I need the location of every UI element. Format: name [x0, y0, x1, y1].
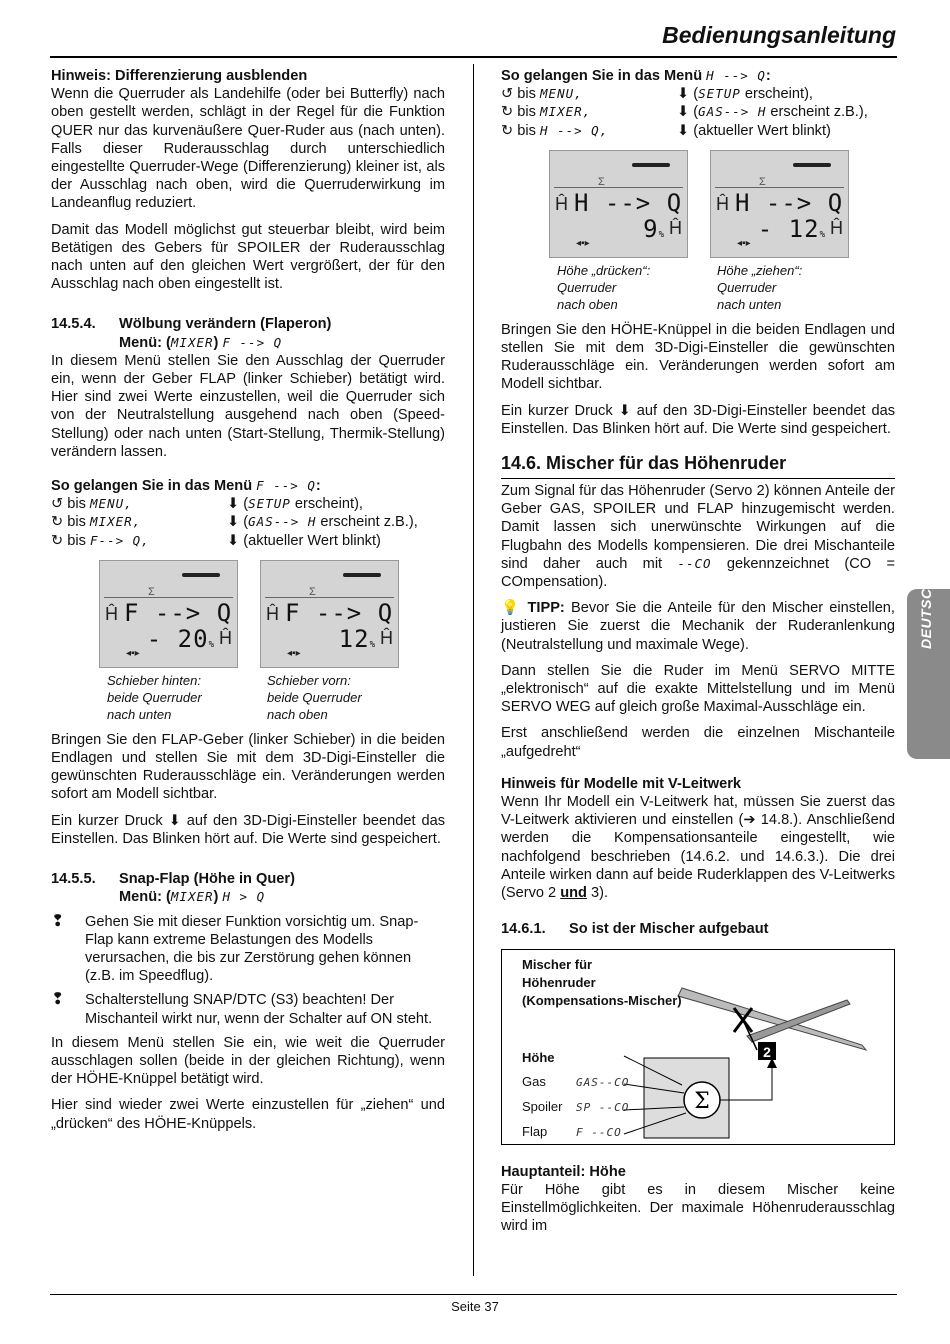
trim-left-icon: Ĥ: [716, 193, 729, 214]
mixer-intro-lcd: --CO: [677, 555, 712, 571]
lcd-caption: Schieber vorn: beide Querruder nach oben: [267, 672, 362, 722]
diagram-input: Flap F --CO: [522, 1123, 622, 1139]
column-divider: [473, 64, 474, 1276]
left-column: [51, 67, 445, 1141]
diagram-title-1: Mischer für: [522, 956, 593, 972]
nav-title-lcd: H --> Q: [706, 68, 766, 83]
lcd-value: - 12%: [757, 214, 826, 243]
nav-step-press: ⬇ (aktueller Wert blinkt): [677, 122, 831, 139]
section-number: 14.5.4.: [51, 316, 96, 333]
hint-paragraph-1: Wenn die Querruder als Landehilfe (oder bei Butterfly) nach oben gestellt werden, schlägt in der Regel für die Funktion QUER nur das kurvenäußere Quer-Ruder aus (nach unten). Falls dieser Ruderausschlag durch unterschiedlich eingestellte Querruder-Wege (Differenzierung) kleiner ist, als der Ausschlag nach oben, wird die Querruderwirkung im Landeanflug reduziert.: [51, 86, 445, 212]
section-title: So ist der Mischer aufgebaut: [569, 921, 769, 938]
tip-paragraph: [501, 599, 895, 654]
nav-step: [51, 532, 445, 550]
diagram-title-2: Höhenruder: [522, 974, 596, 990]
lcd-value: - 20%: [146, 624, 215, 653]
trim-left-icon: Ĥ: [555, 193, 568, 214]
lcd-screen: [549, 150, 688, 258]
section-title: Snap-Flap (Höhe in Quer): [119, 871, 295, 888]
trim-left-icon: Ĥ: [105, 603, 118, 624]
diagram-input: Spoiler SP --CO: [522, 1098, 630, 1114]
hint-title: Hinweis: Differenzierung ausblenden: [51, 68, 308, 84]
hint-paragraph-2: Damit das Modell möglichst gut steuerbar bleibt, wird beim Betätigen des Gebers für SPOILER der Ruderausschlag nach unten auf den gleichen Wert vergrößert, der für den Ausschlag nach oben eingestellt ist.: [51, 221, 445, 293]
nav-step-press: ⬇ (SETUP erscheint),: [227, 496, 363, 513]
nav-step: [501, 122, 895, 140]
lcd-caption: Höhe „ziehen“: Querruder nach unten: [717, 262, 803, 312]
lcd-function: H --> Q: [735, 188, 844, 217]
warning-text: Gehen Sie mit dieser Funktion vorsichtig um. Snap-Flap kann extreme Belastungen des Modells verursachen, die bis zur Zerstörung gehen können (z.B. im Speedflug).: [85, 913, 419, 985]
right-paragraph-4: Dann stellen Sie die Ruder im Menü SERVO MITTE „elektronisch“ auf die exakte Mittelstellung und im Menü SERVO WEG auf gleich große Maximal-Ausschläge ein.: [501, 662, 895, 716]
language-tab: [907, 577, 950, 759]
warning-icon: ❢: [51, 912, 65, 930]
lcd-captions: [557, 262, 895, 313]
nav-step-rotate: ↻ bis MIXER,: [501, 104, 592, 121]
sigma-icon: Σ: [598, 175, 605, 188]
nav-step-rotate: ↻ bis H --> Q,: [501, 122, 609, 139]
vtail-hint-end: 3).: [586, 885, 609, 902]
section-number: 14.5.5.: [51, 871, 96, 888]
section-1454-paragraph-3: Ein kurzer Druck ⬇ auf den 3D-Digi-Einsteller beendet das Einstellen. Das Blinken hört auf. Die Werte sind gespeichert.: [51, 812, 445, 847]
right-paragraph-2: Ein kurzer Druck ⬇ auf den 3D-Digi-Einsteller beendet das Einstellen. Das Blinken hört auf. Die Werte sind gespeichert.: [501, 402, 895, 437]
header-rule: [50, 56, 897, 58]
nav-step-rotate: ↻ bis MIXER,: [51, 514, 142, 531]
warning-text: Schalterstellung SNAP/DTC (S3) beachten! Der Mischanteil wirkt nur, wenn der Schalter auf ON steht.: [85, 992, 433, 1027]
section-1455-paragraph-2: Hier sind wieder zwei Werte einzustellen für „ziehen“ und „drücken“ des HÖHE-Knüppels.: [51, 1097, 445, 1132]
vtail-hint-und: und: [560, 885, 587, 902]
nav-step-rotate: ↺ bis MENU,: [51, 496, 133, 513]
servo-number: 2: [763, 1043, 771, 1060]
lcd-rule: [265, 597, 394, 598]
plane-icon: [343, 573, 381, 577]
lcd-rule: [715, 187, 844, 188]
section-title: Wölbung verändern (Flaperon): [119, 316, 332, 333]
nav-step-press: ⬇ (GAS--> H erscheint z.B.),: [227, 514, 418, 531]
lcd-function: F --> Q: [285, 598, 394, 627]
lcd-screens: [549, 150, 895, 258]
lcd-caption: Schieber hinten: beide Querruder nach unten: [107, 672, 202, 722]
nav-step: [501, 103, 895, 121]
menu-label: Menü: (: [119, 334, 171, 351]
lcd-screen: [710, 150, 849, 258]
nav-step: [51, 495, 445, 513]
nav-title-lcd: F --> Q: [256, 478, 316, 494]
nav-step: [501, 85, 895, 103]
lcd-screen: [260, 560, 399, 668]
sigma-icon: Σ: [309, 585, 316, 598]
diagram-inputs: [522, 1046, 629, 1145]
main-part-text: Für Höhe gibt es in diesem Mischer keine Einstellmöglichkeiten. Der maximale Höhenruderausschlag wird im: [501, 1181, 895, 1235]
nav-title-text: So gelangen Sie in das Menü: [51, 478, 253, 495]
right-paragraph-1: Bringen Sie den HÖHE-Knüppel in die beiden Endlagen und stellen Sie mit dem 3D-Digi-Einsteller die gewünschten Ruderausschläge ein. Veränderungen werden sofort am Modell sichtbar.: [501, 321, 895, 393]
glider-fuselage: [747, 1000, 850, 1042]
section-heading-1461: [501, 920, 895, 938]
glider-wing: [678, 988, 866, 1050]
section-1455-paragraph-1: In diesem Menü stellen Sie ein, wie weit die Querruder ausschlagen sollen (beide in der gleichen Richtung), wenn der HÖHE-Knüppel betätigt wird.: [51, 1034, 445, 1088]
lcd-screens: [99, 560, 445, 668]
lcd-value: 9%: [643, 214, 665, 243]
diagram-title: [522, 956, 682, 1010]
mixer-diagram: [501, 949, 895, 1145]
plane-icon: [182, 573, 220, 577]
lcd-value: 12%: [338, 624, 376, 653]
menu-label: Menü: (: [119, 889, 171, 906]
sigma-icon: Σ: [759, 175, 766, 188]
footer-rule: [50, 1294, 897, 1295]
vtail-hint-text: Wenn Ihr Modell ein V-Leitwerk hat, müssen Sie zuerst das V-Leitwerk aktivieren und einstellen (➔ 14.8.). Anschließend werden die Kompensationsanteile eingestellt, wie nachfolgend beschrieben (14.6.2. und 14.6.3.). Die drei Anteile wirken dann auf beide Ruderklappen des V-Leitwerks (Servo 2: [501, 794, 895, 902]
menu-sep: ): [213, 889, 219, 906]
nav-step: [51, 513, 445, 531]
menu-lcd-2: H > Q: [222, 889, 266, 905]
mixer-intro: [501, 478, 895, 591]
nav-step-press: ⬇ (GAS--> H erscheint z.B.),: [677, 104, 868, 121]
nav-step-rotate: ↻ bis F--> Q,: [51, 532, 150, 549]
vtail-hint: [501, 793, 895, 902]
diagram-input-hoehe: Höhe: [522, 1049, 555, 1065]
sigma-icon: Σ: [148, 585, 155, 598]
sum-symbol: Σ: [694, 1088, 710, 1114]
trim-bar-icon: ◂▪▸: [126, 647, 140, 659]
trim-right-icon: Ĥ: [219, 627, 232, 648]
diagram-title-3: (Kompensations-Mischer): [522, 992, 682, 1008]
lcd-caption: Höhe „drücken“: Querruder nach oben: [557, 262, 651, 312]
page-header-title: Bedienungsanleitung: [662, 22, 896, 48]
mixer-intro-text-b: gekennzeichnet (CO = COmpensation).: [501, 555, 895, 591]
vtail-hint-title: Hinweis für Modelle mit V-Leitwerk: [501, 775, 742, 792]
menu-sep: ): [213, 334, 219, 351]
warning-1: [51, 913, 445, 986]
lcd-captions: [107, 672, 445, 723]
section-heading-1455: [51, 870, 445, 888]
trim-bar-icon: ◂▪▸: [737, 237, 751, 249]
lcd-function: F --> Q: [124, 598, 233, 627]
tip-text: Bevor Sie die Anteile für den Mischer einstellen, justieren Sie zuerst die Mechanik der Ruderanlenkung (Neutralstellung und maximale Wege).: [501, 600, 895, 653]
menu-lcd-2: F --> Q: [222, 334, 283, 350]
lightbulb-icon: 💡: [501, 600, 522, 617]
nav-steps: [51, 495, 445, 550]
main-part-title: Hauptanteil: Höhe: [501, 1163, 626, 1180]
tip-label: TIPP:: [527, 600, 565, 617]
plane-icon: [793, 163, 831, 167]
warning-2: [51, 991, 445, 1027]
right-column: [501, 67, 895, 1243]
nav-title: So gelangen Sie in das Menü H --> Q:: [501, 68, 771, 84]
section-1454-paragraph: In diesem Menü stellen Sie den Ausschlag der Querruder ein, wenn der Geber FLAP (linker Schieber) betätigt wird. Hier sind zwei Werte einzustellen, weil die Querruder sich von der Neutralstellung ausgehend nach oben (Speed-Stellung) oder nach unten (Start-Stellung, Thermik-Stellung) verändern lassen.: [51, 352, 445, 460]
plane-icon: [632, 163, 670, 167]
trim-right-icon: Ĥ: [830, 217, 843, 238]
nav-step-rotate: ↺ bis MENU,: [501, 86, 583, 103]
section-menu-path: [51, 334, 445, 352]
menu-lcd-1: MIXER: [170, 889, 214, 905]
language-tab-label: DEUTSCH: [918, 577, 934, 649]
menu-lcd-1: MIXER: [170, 334, 214, 350]
section-number: 14.6.1.: [501, 921, 546, 938]
lcd-rule: [104, 597, 233, 598]
trim-right-icon: Ĥ: [380, 627, 393, 648]
section-menu-path: [51, 888, 445, 906]
diagram-input: Gas GAS--CO: [522, 1073, 630, 1089]
nav-title-text: So gelangen Sie in das Menü: [501, 68, 703, 84]
trim-left-icon: Ĥ: [266, 603, 279, 624]
warning-icon: ❢: [51, 991, 65, 1009]
lcd-rule: [554, 187, 683, 188]
trim-bar-icon: ◂▪▸: [576, 237, 590, 249]
trim-right-icon: Ĥ: [669, 217, 682, 238]
trim-bar-icon: ◂▪▸: [287, 647, 301, 659]
section-heading-146: 14.6. Mischer für das Höhenruder: [501, 453, 787, 474]
nav-step-press: ⬇ (aktueller Wert blinkt): [227, 532, 381, 549]
section-heading-1454: [51, 315, 445, 333]
lcd-function: H --> Q: [574, 188, 683, 217]
nav-steps: [501, 85, 895, 140]
mixer-intro-text-a: Zum Signal für das Höhenruder (Servo 2) können Anteile der Geber GAS, SPOILER und FLAP hinzugemischt werden. Damit lassen sich unerwünschte Wirkungen auf die Flugbahn des Modells kompensieren. Die drei Mischanteile sind daher auch mit: [501, 483, 895, 572]
nav-title: So gelangen Sie in das Menü F --> Q:: [51, 478, 321, 495]
section-1454-paragraph-2: Bringen Sie den FLAP-Geber (linker Schieber) in die beiden Endlagen und stellen Sie mit dem 3D-Digi-Einsteller die gewünschten Ruderausschläge ein. Veränderungen werden sofort am Modell sichtbar.: [51, 731, 445, 803]
lcd-screen: [99, 560, 238, 668]
page-number: Seite 37: [451, 1299, 499, 1314]
right-paragraph-5: Erst anschließend werden die einzelnen Mischanteile „aufgedreht“: [501, 725, 895, 760]
nav-step-press: ⬇ (SETUP erscheint),: [677, 86, 813, 103]
